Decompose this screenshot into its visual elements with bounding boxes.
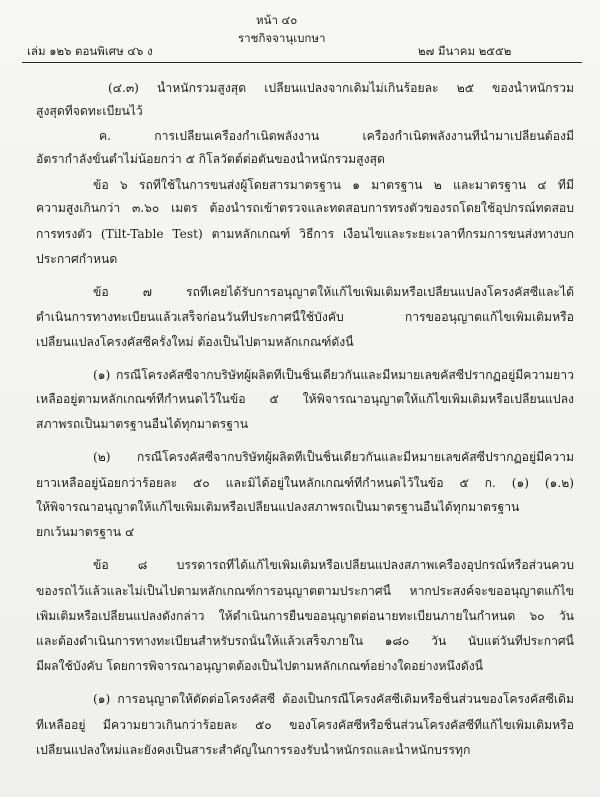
text-line: อัตรากำลังขั้นต่ำไม่น้อยกว่า ๕ กิโลวัตต์ต่อตันของน้ำหนักรวมสูงสุด bbox=[36, 152, 385, 166]
text-line: เหลืออยู่ตามหลักเกณฑ์ที่กำหนดไว้ในข้อ ๕ ให้พิจารณาอนุญาตให้แก้ไขเพิ่มเติมหรือเปลี่ยนแปลง bbox=[36, 392, 574, 406]
text-line: สภาพรถเป็นมาตรฐานอื่นได้ทุกมาตรฐาน bbox=[36, 417, 249, 431]
page-number: หน้า ๔๐ bbox=[256, 13, 298, 27]
text-line: การทรงตัว (Tilt-Table Test) ตามหลักเกณฑ์ วิธีการ เงื่อนไขและระยะเวลาที่กรมการขนส่งทางบก bbox=[36, 227, 574, 241]
publication-date: ๒๗ มีนาคม ๒๕๕๒ bbox=[418, 44, 512, 58]
text-line: ความสูงเกินกว่า ๓.๖๐ เมตร ต้องนำรถเข้าตรวจและทดสอบการทรงตัวของรถโดยใช้อุปกรณ์ทดสอบ bbox=[36, 201, 574, 215]
text-line: (๑) การอนุญาตให้ตัดต่อโครงคัสซี ต้องเป็นกรณีโครงคัสซีเดิมหรือชิ้นส่วนของโครงคัสซีเดิม bbox=[93, 692, 574, 706]
text-line: ที่เหลืออยู่ มีความยาวเกินกว่าร้อยละ ๕๐ ของโครงคัสซีหรือชิ้นส่วนโครงคัสซีที่แก้ไขเพิ่มเติมหรือ bbox=[36, 718, 574, 732]
text-line: มีผลใช้บังคับ โดยการพิจารณาอนุญาตต้องเป็นไปตามหลักเกณฑ์อย่างใดอย่างหนึ่งดังนี้ bbox=[36, 659, 484, 673]
text-line: (๑) กรณีโครงคัสซีจากบริษัทผู้ผลิตที่เป็นชิ้นเดียวกันและมีหมายเลขคัสซีปรากฏอยู่มีความยาว bbox=[93, 368, 574, 382]
gazette-title: ราชกิจจานุเบกษา bbox=[238, 31, 326, 45]
text-line: ข้อ ๗ รถที่เคยได้รับการอนุญาตให้แก้ไขเพิ่มเติมหรือเปลี่ยนแปลงโครงคัสซีและได้ bbox=[93, 285, 574, 299]
text-line: และต้องดำเนินการทางทะเบียนสำหรับรถนั้นให้แล้วเสร็จภายใน ๑๘๐ วัน นับแต่วันที่ประกาศนี้ bbox=[36, 634, 574, 648]
text-line: เพิ่มเติมหรือเปลี่ยนแปลงดังกล่าว ให้ดำเนินการยื่นขออนุญาตต่อนายทะเบียนภายในกำหนด ๖๐ วัน bbox=[36, 609, 574, 623]
text-line: ของรถไว้แล้วและไม่เป็นไปตามหลักเกณฑ์การอนุญาตตามประกาศนี้ หากประสงค์จะขออนุญาตแก้ไข bbox=[36, 584, 574, 598]
header-rule bbox=[22, 62, 582, 63]
text-line: ยกเว้นมาตรฐาน ๔ bbox=[36, 525, 135, 539]
text-line: ให้พิจารณาอนุญาตให้แก้ไขเพิ่มเติมหรือเปลี่ยนแปลงสภาพรถเป็นมาตรฐานอื่นได้ทุกมาตรฐาน bbox=[36, 500, 520, 514]
text-line: (๒) กรณีโครงคัสซีจากบริษัทผู้ผลิตที่เป็นชิ้นเดียวกันและมีหมายเลขคัสซีปรากฏอยู่มีความ bbox=[93, 450, 574, 464]
text-line: (๔.๓) น้ำหนักรวมสูงสุด เปลี่ยนแปลงจากเดิมไม่เกินร้อยละ ๒๕ ของน้ำหนักรวม bbox=[108, 81, 574, 95]
text-line: สูงสุดที่จดทะเบียนไว้ bbox=[36, 104, 143, 118]
text-line: ยาวเหลืออยู่น้อยกว่าร้อยละ ๕๐ และมิได้อยู่ในหลักเกณฑ์ที่กำหนดไว้ในข้อ ๕ ก. (๑) (๑.๒) bbox=[36, 476, 574, 490]
text-line: เปลี่ยนแปลงโครงคัสซีครั้งใหม่ ต้องเป็นไปตามหลักเกณฑ์ดังนี้ bbox=[36, 335, 354, 349]
volume-info: เล่ม ๑๒๖ ตอนพิเศษ ๔๖ ง bbox=[27, 44, 153, 58]
text-line: ค. การเปลี่ยนเครื่องกำเนิดพลังงาน เครื่องกำเนิดพลังงานที่นำมาเปลี่ยนต้องมี bbox=[99, 129, 574, 143]
text-line: ข้อ ๘ บรรดารถที่ได้แก้ไขเพิ่มเติมหรือเปลี่ยนแปลงสภาพเครื่องอุปกรณ์หรือส่วนควบ bbox=[93, 558, 574, 572]
text-line: ข้อ ๖ รถที่ใช้ในการขนส่งผู้โดยสารมาตรฐาน ๑ มาตรฐาน ๒ และมาตรฐาน ๔ ที่มี bbox=[93, 178, 574, 192]
text-line: เปลี่ยนแปลงใหม่และยังคงเป็นสาระสำคัญในการรองรับน้ำหนักรถและน้ำหนักบรรทุก bbox=[36, 743, 471, 757]
text-line: ประกาศกำหนด bbox=[36, 252, 118, 266]
text-line: ดำเนินการทางทะเบียนแล้วเสร็จก่อนวันที่ประกาศนี้ใช้บังคับ การขออนุญาตแก้ไขเพิ่มเติมหรือ bbox=[36, 310, 574, 324]
